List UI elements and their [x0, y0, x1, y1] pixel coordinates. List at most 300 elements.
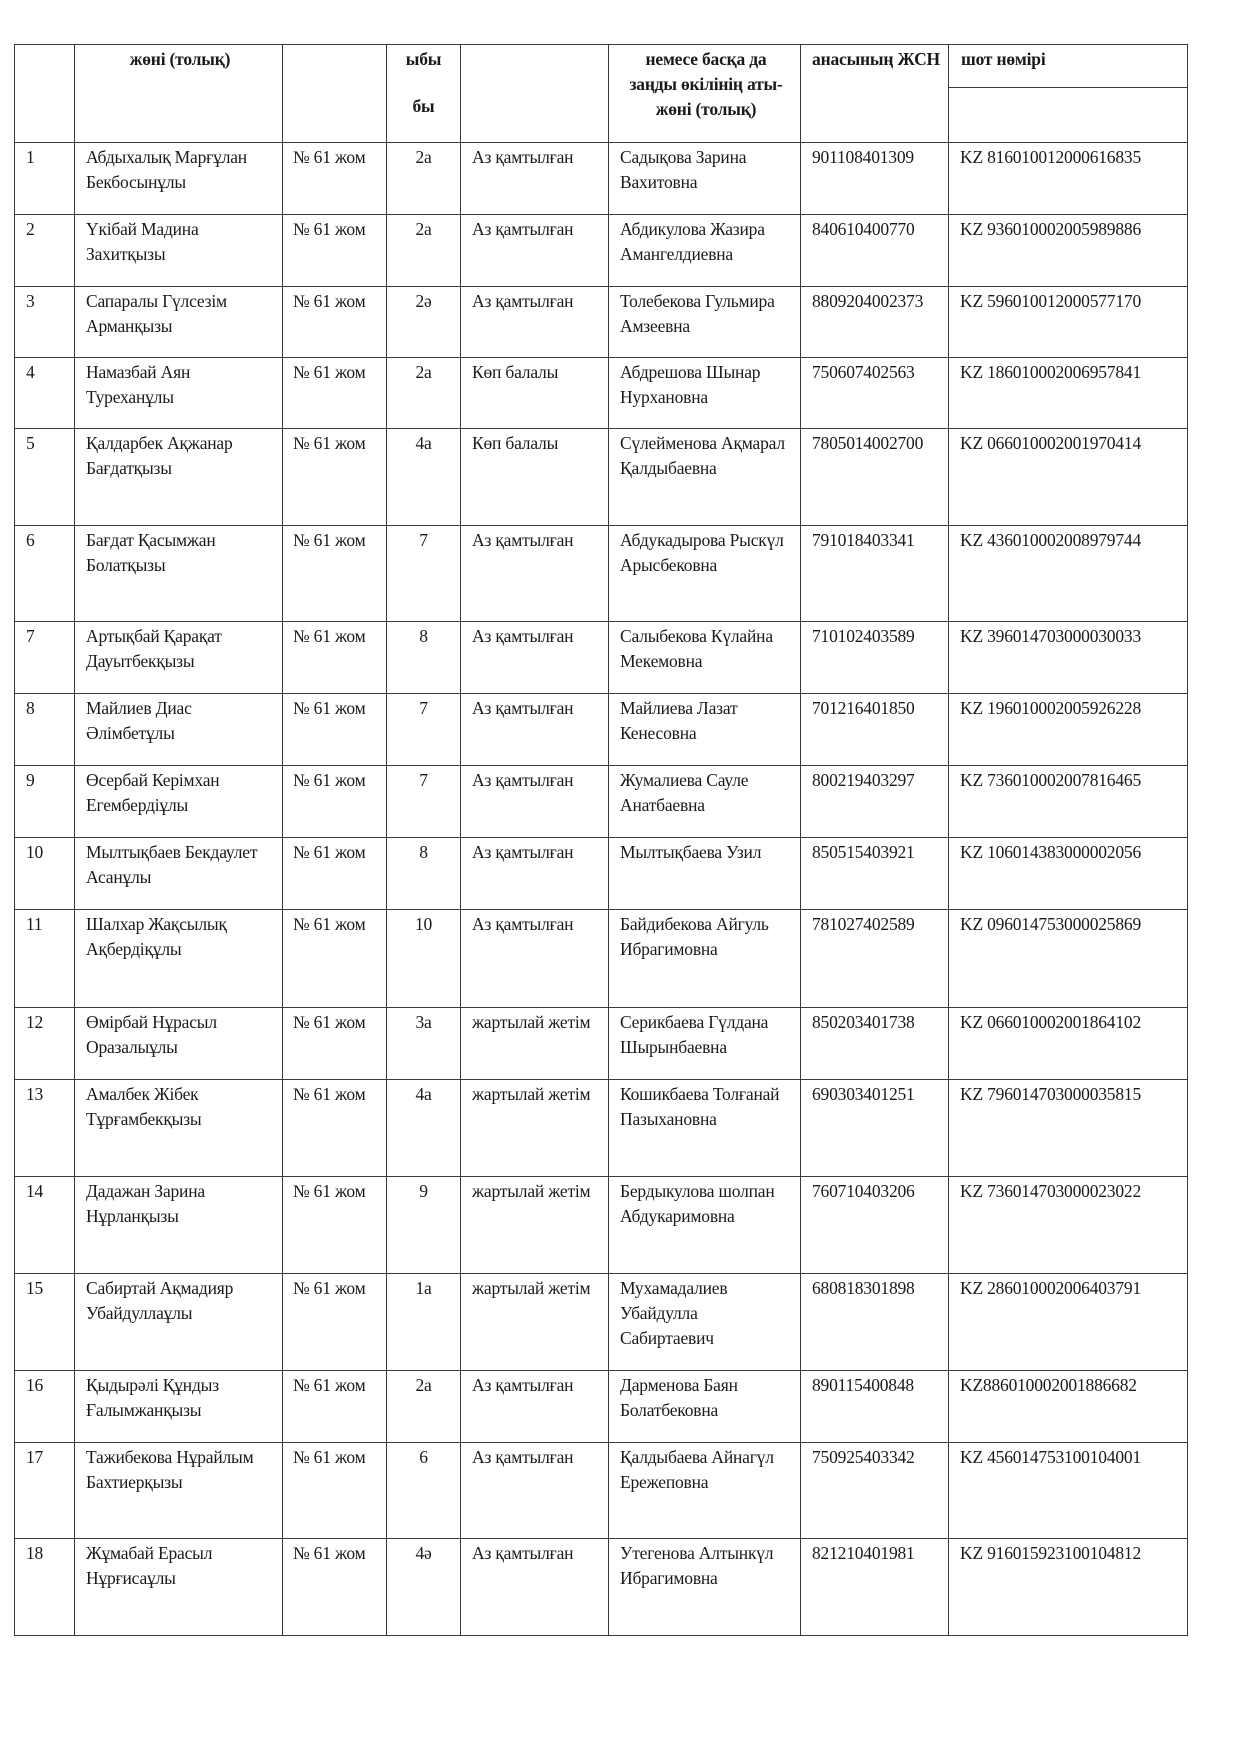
school-name-cell	[283, 143, 387, 215]
account-number-cell	[949, 358, 1188, 429]
child-full-name: Сабиртай Ақмадияр Убайдуллаұлы	[86, 1278, 234, 1323]
guardian-full-name-cell	[609, 358, 801, 429]
row-number: 4	[26, 362, 35, 382]
class-grade-cell	[387, 1539, 461, 1636]
class-grade: 2а	[415, 362, 432, 382]
social-category: Аз қамтылған	[472, 842, 574, 862]
mother-iin: 901108401309	[812, 147, 914, 167]
child-full-name: Артықбай Қарақат Дауытбекқызы	[86, 626, 222, 671]
social-category-cell	[461, 287, 609, 358]
account-number: KZ 096014753000025869	[960, 914, 1142, 934]
class-grade-cell	[387, 910, 461, 1008]
guardian-full-name-cell	[609, 215, 801, 287]
guardian-full-name: Майлиева Лазат Кенесовна	[620, 698, 738, 743]
account-number: KZ886010002001886682	[960, 1375, 1137, 1395]
header-class	[387, 45, 461, 143]
class-grade: 10	[414, 914, 433, 934]
class-grade-cell	[387, 694, 461, 766]
child-full-name-cell	[75, 1080, 283, 1177]
social-category-cell	[461, 358, 609, 429]
class-grade-cell	[387, 287, 461, 358]
class-grade: 4а	[415, 433, 432, 453]
class-grade-cell	[387, 143, 461, 215]
social-category: жартылай жетім	[472, 1278, 591, 1298]
account-number: KZ 796014703000035815	[960, 1084, 1142, 1104]
child-full-name-cell	[75, 429, 283, 526]
school-name-cell	[283, 1080, 387, 1177]
child-full-name-cell	[75, 1539, 283, 1636]
class-grade-cell	[387, 1080, 461, 1177]
guardian-full-name: Серикбаева Гүлдана Шырынбаевна	[620, 1012, 769, 1057]
social-category: Көп балалы	[472, 433, 559, 453]
class-grade: 7	[419, 530, 428, 550]
school-name: № 61 жом	[293, 914, 366, 934]
school-name: № 61 жом	[293, 1181, 366, 1201]
row-number: 1	[26, 147, 35, 167]
social-category-cell	[461, 526, 609, 622]
row-number-cell	[15, 143, 75, 215]
account-number-cell	[949, 838, 1188, 910]
mother-iin-cell	[801, 1177, 949, 1274]
table-row	[15, 694, 1188, 766]
child-full-name: Бағдат Қасымжан Болатқызы	[86, 530, 216, 575]
class-grade: 9	[419, 1181, 428, 1201]
row-number-cell	[15, 358, 75, 429]
guardian-full-name-cell	[609, 910, 801, 1008]
row-number: 13	[26, 1084, 44, 1104]
mother-iin: 750607402563	[812, 362, 915, 382]
social-category: Аз қамтылған	[472, 770, 574, 790]
class-grade-cell	[387, 766, 461, 838]
guardian-full-name: Абдрешова Шынар Нурхановна	[620, 362, 761, 407]
school-name: № 61 жом	[293, 219, 366, 239]
social-category-cell	[461, 694, 609, 766]
child-full-name: Тажибекова Нұрайлым Бахтиерқызы	[86, 1447, 254, 1492]
guardian-full-name: Жумалиева Сауле Анатбаевна	[620, 770, 749, 815]
social-category: Аз қамтылған	[472, 1447, 574, 1467]
account-number: KZ 396014703000030033	[960, 626, 1142, 646]
account-number-cell	[949, 429, 1188, 526]
row-number: 7	[26, 626, 35, 646]
table-row	[15, 1371, 1188, 1443]
row-number-cell	[15, 1443, 75, 1539]
mother-iin-cell	[801, 215, 949, 287]
mother-iin-cell	[801, 358, 949, 429]
social-category: жартылай жетім	[472, 1012, 591, 1032]
mother-iin: 701216401850	[812, 698, 915, 718]
child-full-name: Шалхар Жақсылық Ақбердіқұлы	[86, 914, 227, 959]
social-category-cell	[461, 429, 609, 526]
class-grade-cell	[387, 429, 461, 526]
class-grade: 6	[419, 1447, 428, 1467]
row-number: 2	[26, 219, 35, 239]
account-number-cell	[949, 1443, 1188, 1539]
table-row	[15, 1443, 1188, 1539]
mother-iin-cell	[801, 694, 949, 766]
header-category	[461, 45, 609, 143]
school-name-cell	[283, 1371, 387, 1443]
social-category: Көп балалы	[472, 362, 559, 382]
account-number: KZ 066010002001864102	[960, 1012, 1142, 1032]
account-number-cell	[949, 910, 1188, 1008]
mother-iin-cell	[801, 1539, 949, 1636]
account-number-cell	[949, 215, 1188, 287]
school-name-cell	[283, 1008, 387, 1080]
child-full-name: Намазбай Аян Туреханұлы	[86, 362, 191, 407]
school-name: № 61 жом	[293, 362, 366, 382]
row-number-cell	[15, 910, 75, 1008]
mother-iin: 850515403921	[812, 842, 915, 862]
mother-iin-cell	[801, 143, 949, 215]
row-number-cell	[15, 1371, 75, 1443]
class-grade-cell	[387, 215, 461, 287]
child-full-name: Абдыхалық Марғұлан Бекбосынұлы	[86, 147, 247, 192]
class-grade: 8	[419, 842, 428, 862]
class-grade: 4а	[415, 1084, 432, 1104]
social-category: Аз қамтылған	[472, 219, 574, 239]
child-full-name-cell	[75, 910, 283, 1008]
account-number-cell	[949, 1539, 1188, 1636]
child-full-name-cell	[75, 622, 283, 694]
guardian-full-name: Салыбекова Күлайна Мекемовна	[620, 626, 773, 671]
school-name-cell	[283, 358, 387, 429]
table-header-row	[15, 45, 1188, 143]
class-grade: 8	[419, 626, 428, 646]
school-name: № 61 жом	[293, 1278, 366, 1298]
table-row	[15, 766, 1188, 838]
class-grade-cell	[387, 526, 461, 622]
class-grade: 1а	[415, 1278, 432, 1298]
account-number: KZ 736014703000023022	[960, 1181, 1142, 1201]
guardian-full-name-cell	[609, 526, 801, 622]
mother-iin-cell	[801, 766, 949, 838]
table-row	[15, 1539, 1188, 1636]
social-category-cell	[461, 1443, 609, 1539]
account-number-cell	[949, 1274, 1188, 1371]
school-name-cell	[283, 694, 387, 766]
school-name: № 61 жом	[293, 1012, 366, 1032]
guardian-full-name: Бердыкулова шолпан Абдукаримовна	[620, 1181, 775, 1226]
school-name-cell	[283, 1274, 387, 1371]
account-number-cell	[949, 1080, 1188, 1177]
account-number-cell	[949, 143, 1188, 215]
guardian-full-name: Мухамадалиев Убайдулла Сабиртаевич	[620, 1278, 728, 1348]
row-number: 3	[26, 291, 35, 311]
social-category: Аз қамтылған	[472, 147, 574, 167]
social-category-cell	[461, 1177, 609, 1274]
school-name-cell	[283, 215, 387, 287]
child-full-name: Сапаралы Гүлсезім Арманқызы	[86, 291, 227, 336]
social-category: Аз қамтылған	[472, 626, 574, 646]
social-category-cell	[461, 838, 609, 910]
social-category-cell	[461, 1274, 609, 1371]
table-row	[15, 429, 1188, 526]
social-category-cell	[461, 766, 609, 838]
account-number: KZ 936010002005989886	[960, 219, 1142, 239]
school-name-cell	[283, 766, 387, 838]
school-name: № 61 жом	[293, 147, 366, 167]
row-number-cell	[15, 1177, 75, 1274]
mother-iin: 750925403342	[812, 1447, 915, 1467]
header-account-number: шот нөмірі	[949, 45, 1188, 143]
social-category: жартылай жетім	[472, 1181, 591, 1201]
table-row	[15, 215, 1188, 287]
child-full-name-cell	[75, 215, 283, 287]
mother-iin: 890115400848	[812, 1375, 914, 1395]
school-name-cell	[283, 1177, 387, 1274]
class-grade: 7	[419, 698, 428, 718]
school-name-cell	[283, 1539, 387, 1636]
mother-iin: 710102403589	[812, 626, 915, 646]
guardian-full-name-cell	[609, 287, 801, 358]
class-grade-cell	[387, 1008, 461, 1080]
table-row	[15, 1177, 1188, 1274]
account-number: KZ 196010002005926228	[960, 698, 1142, 718]
table-row	[15, 358, 1188, 429]
row-number: 16	[26, 1375, 44, 1395]
account-number: KZ 186010002006957841	[960, 362, 1142, 382]
class-grade: 7	[419, 770, 428, 790]
child-full-name-cell	[75, 694, 283, 766]
row-number-cell	[15, 694, 75, 766]
social-category: Аз қамтылған	[472, 1543, 574, 1563]
social-category-cell	[461, 1008, 609, 1080]
account-number-cell	[949, 1371, 1188, 1443]
row-number-cell	[15, 622, 75, 694]
header-class-line1: ыбы	[405, 49, 442, 69]
social-category-cell	[461, 1539, 609, 1636]
school-name: № 61 жом	[293, 842, 366, 862]
row-number-cell	[15, 1080, 75, 1177]
row-number: 15	[26, 1278, 44, 1298]
account-number: KZ 436010002008979744	[960, 530, 1142, 550]
child-full-name: Жұмабай Ерасыл Нұрғисаұлы	[86, 1543, 213, 1588]
school-name: № 61 жом	[293, 530, 366, 550]
social-category-cell	[461, 1080, 609, 1177]
account-number: KZ 106014383000002056	[960, 842, 1142, 862]
account-number-cell	[949, 622, 1188, 694]
row-number: 14	[26, 1181, 44, 1201]
class-grade-cell	[387, 622, 461, 694]
table-row	[15, 1274, 1188, 1371]
child-full-name-cell	[75, 143, 283, 215]
guardian-full-name-cell	[609, 1080, 801, 1177]
class-grade-cell	[387, 1274, 461, 1371]
school-name-cell	[283, 622, 387, 694]
class-grade-cell	[387, 838, 461, 910]
child-full-name: Амалбек Жібек Тұрғамбекқызы	[86, 1084, 202, 1129]
social-category-cell	[461, 215, 609, 287]
row-number: 6	[26, 530, 35, 550]
social-category-cell	[461, 622, 609, 694]
class-grade: 3а	[415, 1012, 432, 1032]
mother-iin: 781027402589	[812, 914, 915, 934]
child-full-name: Қалдарбек Ақжанар Бағдатқызы	[86, 433, 233, 478]
mother-iin-cell	[801, 1371, 949, 1443]
guardian-full-name-cell	[609, 622, 801, 694]
guardian-full-name: Абдикулова Жазира Амангелдиевна	[620, 219, 765, 264]
mother-iin-cell	[801, 287, 949, 358]
guardian-full-name-cell	[609, 694, 801, 766]
social-category-cell	[461, 910, 609, 1008]
guardian-full-name-cell	[609, 838, 801, 910]
school-name-cell	[283, 526, 387, 622]
social-category-cell	[461, 1371, 609, 1443]
class-grade: 2а	[415, 219, 432, 239]
guardian-full-name-cell	[609, 1443, 801, 1539]
row-number-cell	[15, 838, 75, 910]
guardian-full-name: Абдукадырова Рыскүл Арысбековна	[620, 530, 784, 575]
table-row	[15, 838, 1188, 910]
account-number-cell	[949, 526, 1188, 622]
guardian-full-name: Садықова Зарина Вахитовна	[620, 147, 747, 192]
class-grade: 2ә	[415, 291, 432, 311]
mother-iin-cell	[801, 1274, 949, 1371]
guardian-full-name: Мылтықбаева Узил	[620, 842, 762, 862]
guardian-full-name: Дарменова Баян Болатбековна	[620, 1375, 738, 1420]
school-name-cell	[283, 1443, 387, 1539]
account-number: KZ 916015923100104812	[960, 1543, 1142, 1563]
account-number-cell	[949, 1177, 1188, 1274]
row-number: 18	[26, 1543, 44, 1563]
row-number: 12	[26, 1012, 44, 1032]
guardian-full-name: Кошикбаева Толғанай Пазыхановна	[620, 1084, 780, 1129]
guardian-full-name-cell	[609, 1008, 801, 1080]
mother-iin: 7805014002700	[812, 433, 924, 453]
account-number: KZ 456014753100104001	[960, 1447, 1142, 1467]
table-row	[15, 622, 1188, 694]
class-grade: 4ә	[415, 1543, 432, 1563]
table-row	[15, 526, 1188, 622]
row-number-cell	[15, 1274, 75, 1371]
mother-iin: 850203401738	[812, 1012, 915, 1032]
social-category: Аз қамтылған	[472, 530, 574, 550]
row-number-cell	[15, 1008, 75, 1080]
mother-iin-cell	[801, 910, 949, 1008]
mother-iin-cell	[801, 1008, 949, 1080]
social-category: Аз қамтылған	[472, 914, 574, 934]
class-grade: 2а	[415, 147, 432, 167]
header-child-name: жөні (толық)	[75, 45, 283, 143]
row-number: 5	[26, 433, 35, 453]
account-number: KZ 736010002007816465	[960, 770, 1142, 790]
child-full-name-cell	[75, 1274, 283, 1371]
guardian-full-name: Утегенова Алтынкүл Ибрагимовна	[620, 1543, 774, 1588]
guardian-full-name: Байдибекова Айгуль Ибрагимовна	[620, 914, 769, 959]
row-number-cell	[15, 429, 75, 526]
school-name-cell	[283, 838, 387, 910]
child-full-name: Қыдырәлі Құндыз Ғалымжанқызы	[86, 1375, 219, 1420]
guardian-full-name-cell	[609, 766, 801, 838]
child-full-name-cell	[75, 1443, 283, 1539]
row-number: 17	[26, 1447, 44, 1467]
class-grade-cell	[387, 358, 461, 429]
account-number-cell	[949, 694, 1188, 766]
child-full-name-cell	[75, 287, 283, 358]
table-row	[15, 910, 1188, 1008]
school-name: № 61 жом	[293, 698, 366, 718]
mother-iin-cell	[801, 526, 949, 622]
school-name: № 61 жом	[293, 1084, 366, 1104]
table-row	[15, 143, 1188, 215]
guardian-full-name-cell	[609, 1177, 801, 1274]
mother-iin-cell	[801, 622, 949, 694]
account-number: KZ 816010012000616835	[960, 147, 1142, 167]
mother-iin-cell	[801, 429, 949, 526]
child-full-name-cell	[75, 766, 283, 838]
row-number-cell	[15, 526, 75, 622]
school-name: № 61 жом	[293, 770, 366, 790]
row-number: 8	[26, 698, 35, 718]
child-full-name: Өмірбай Нұрасыл Оразалыұлы	[86, 1012, 217, 1057]
school-name-cell	[283, 910, 387, 1008]
child-full-name-cell	[75, 1008, 283, 1080]
row-number-cell	[15, 215, 75, 287]
guardian-full-name-cell	[609, 143, 801, 215]
account-number: KZ 286010002006403791	[960, 1278, 1142, 1298]
guardian-full-name: Қалдыбаева Айнагүл Ережеповна	[620, 1447, 774, 1492]
row-number: 10	[26, 842, 44, 862]
school-name: № 61 жом	[293, 433, 366, 453]
guardian-full-name: Сүлейменова Ақмарал Қалдыбаевна	[620, 433, 785, 478]
table-row	[15, 287, 1188, 358]
row-number-cell	[15, 766, 75, 838]
social-category-cell	[461, 143, 609, 215]
school-name-cell	[283, 287, 387, 358]
social-category: Аз қамтылған	[472, 1375, 574, 1395]
guardian-full-name-cell	[609, 1274, 801, 1371]
mother-iin-cell	[801, 838, 949, 910]
row-number: 11	[26, 914, 43, 934]
header-iin: анасының ЖСН	[801, 45, 949, 143]
school-name-cell	[283, 429, 387, 526]
account-number-cell	[949, 766, 1188, 838]
beneficiaries-table	[14, 44, 1188, 1636]
table-row	[15, 1008, 1188, 1080]
class-grade-cell	[387, 1371, 461, 1443]
child-full-name-cell	[75, 526, 283, 622]
header-guardian-name: немесе басқа да заңды өкілінің аты-жөні (толық)	[609, 45, 801, 143]
mother-iin: 690303401251	[812, 1084, 915, 1104]
header-school	[283, 45, 387, 143]
header-subcell-divider	[949, 87, 1187, 137]
account-number-cell	[949, 287, 1188, 358]
child-full-name-cell	[75, 1371, 283, 1443]
child-full-name: Дадажан Зарина Нұрланқызы	[86, 1181, 205, 1226]
class-grade: 2а	[415, 1375, 432, 1395]
mother-iin: 840610400770	[812, 219, 915, 239]
mother-iin-cell	[801, 1443, 949, 1539]
class-grade-cell	[387, 1443, 461, 1539]
social-category: Аз қамтылған	[472, 291, 574, 311]
mother-iin: 821210401981	[812, 1543, 915, 1563]
account-number: KZ 066010002001970414	[960, 433, 1142, 453]
mother-iin: 800219403297	[812, 770, 915, 790]
child-full-name: Майлиев Диас Әлімбетұлы	[86, 698, 192, 743]
account-number: KZ 596010012000577170	[960, 291, 1142, 311]
mother-iin: 8809204002373	[812, 291, 924, 311]
child-full-name: Өсербай Керімхан Егембердіұлы	[86, 770, 220, 815]
school-name: № 61 жом	[293, 1543, 366, 1563]
table-row	[15, 1080, 1188, 1177]
school-name: № 61 жом	[293, 1375, 366, 1395]
mother-iin: 680818301898	[812, 1278, 915, 1298]
account-number-cell	[949, 1008, 1188, 1080]
mother-iin: 760710403206	[812, 1181, 915, 1201]
row-number-cell	[15, 1539, 75, 1636]
child-full-name-cell	[75, 358, 283, 429]
guardian-full-name-cell	[609, 1539, 801, 1636]
